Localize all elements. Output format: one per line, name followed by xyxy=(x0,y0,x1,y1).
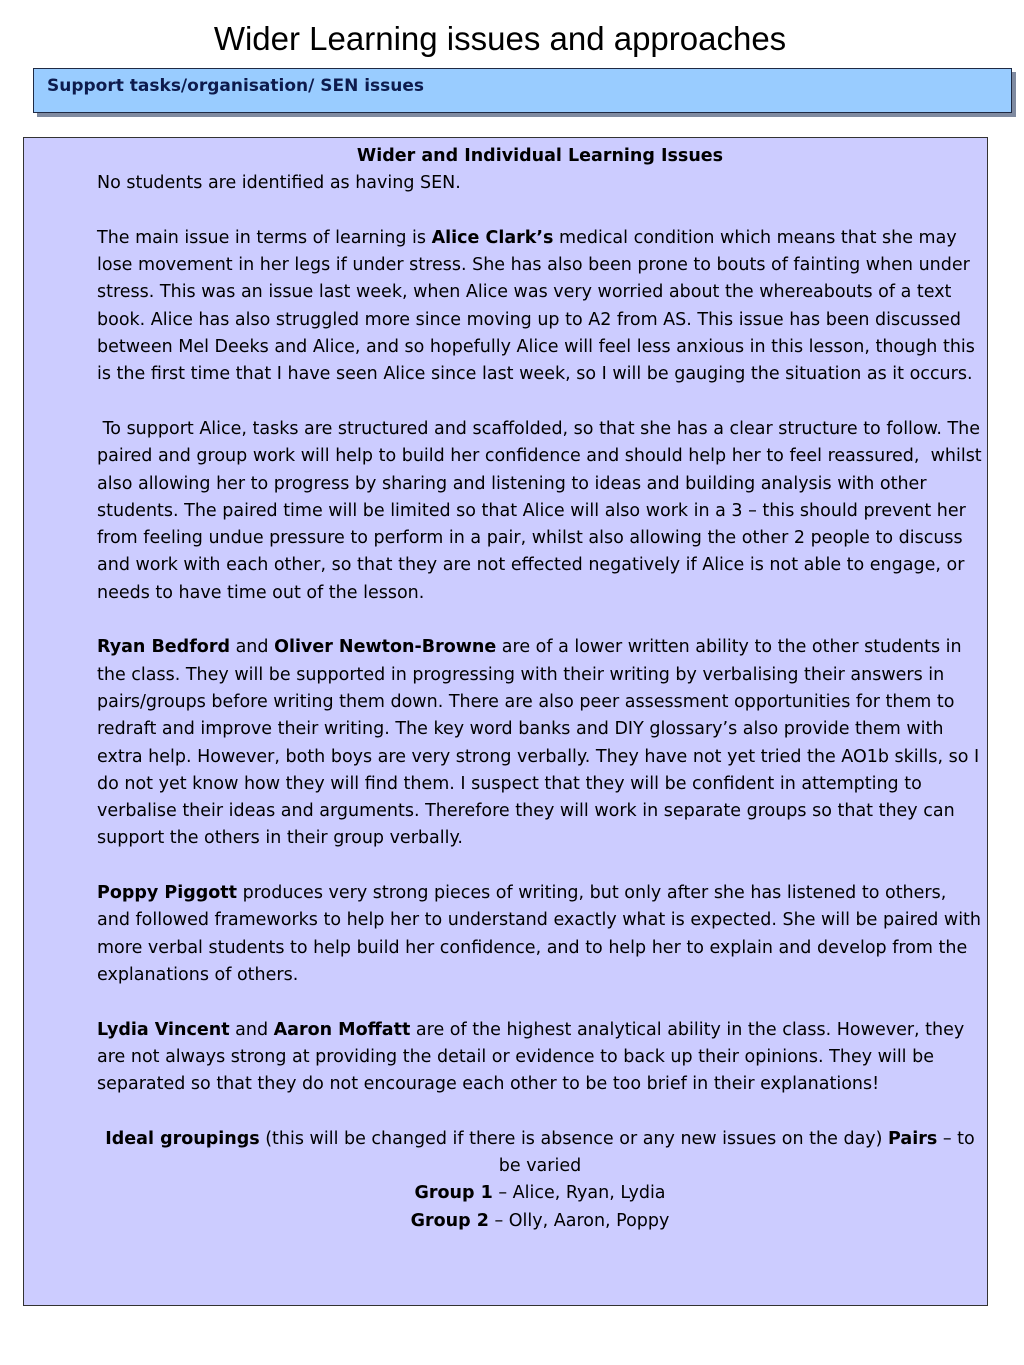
paragraph-poppy: Poppy Piggott produces very strong pieces of writing, but only after she has listened to others, and followed frameworks to help her to understand exactly what is expected. She will be paired with more verbal students to help build her confidence, and to help her to explain and develop from the explanations of others. xyxy=(97,883,982,985)
sen-line: No students are identified as having SEN. xyxy=(97,173,461,194)
paragraph-alice: The main issue in terms of learning is Alice Clark’s medical condition which means that she may lose movement in her legs if under stress. She has also been prone to bouts of fainting when under stress. This was an issue last week, when Alice was very worried about the whereabouts of a text book. Alice has also struggled more since moving up to A2 from AS. This issue has been discussed between Mel Deeks and Alice, and so hopefully Alice will feel less anxious in this lesson, though this is the first time that I have seen Alice since last week, so I will be gauging the situation as it occurs. xyxy=(97,227,975,385)
student-name: Poppy Piggott xyxy=(97,883,238,904)
student-name: Ryan Bedford xyxy=(97,637,230,658)
paragraph-support: To support Alice, tasks are structured and scaffolded, so that she has a clear structure to follow. The paired and group work will help to build her confidence and should help her to feel reassured, whilst also allowing her to progress by sharing and listening to ideas and building analysis with other students. The paired time will be limited so that Alice will also work in a 3 – this should prevent her from feeling undue pressure to perform in a pair, whilst also allowing the other 2 people to discuss and work with each other, so that they are not effected negatively if Alice is not able to engage, or needs to have time out of the lesson. xyxy=(97,418,988,603)
page-title: Wider Learning issues and approaches xyxy=(213,20,787,57)
content-text xyxy=(97,143,988,1235)
student-name: Lydia Vincent xyxy=(97,1019,230,1040)
group-2: Group 2 – Olly, Aaron, Poppy xyxy=(410,1210,670,1231)
ideal-groupings: Ideal groupings (this will be changed if there is absence or any new issues on the day) Pairs – to be varied xyxy=(105,1128,975,1176)
content-heading: Wider and Individual Learning Issues xyxy=(356,146,724,166)
student-name: Oliver Newton-Browne xyxy=(274,637,497,658)
paragraph-lydia-aaron: Lydia Vincent and Aaron Moffatt are of the highest analytical ability in the class. However, they are not always strong at providing the detail or evidence to back up their opinions. They will be separated so that they do not encourage each other to be too brief in their explanations! xyxy=(97,1019,965,1095)
section-header-label: Support tasks/organisation/ SEN issues xyxy=(47,76,425,96)
section-header xyxy=(33,68,1012,113)
student-name: Alice Clark’s xyxy=(431,227,554,248)
student-name: Aaron Moffatt xyxy=(273,1019,411,1040)
paragraph-ryan-oliver: Ryan Bedford and Oliver Newton-Browne are of a lower written ability to the other students in the class. They will be supported in progressing with their writing by verbalising their answers in pairs/groups before writing them down. There are also peer assessment opportunities for them to redraft and improve their writing. The key word banks and DIY glossary’s also provide them with extra help. However, both boys are very strong verbally. They have not yet tried the AO1b skills, so I do not yet know how they will find them. I suspect that they will be confident in attempting to verbalise their ideas and arguments. Therefore they will work in separate groups so that they can support the others in their group verbally. xyxy=(97,637,980,849)
content-panel xyxy=(23,137,988,1306)
group-1: Group 1 – Alice, Ryan, Lydia xyxy=(414,1183,666,1204)
